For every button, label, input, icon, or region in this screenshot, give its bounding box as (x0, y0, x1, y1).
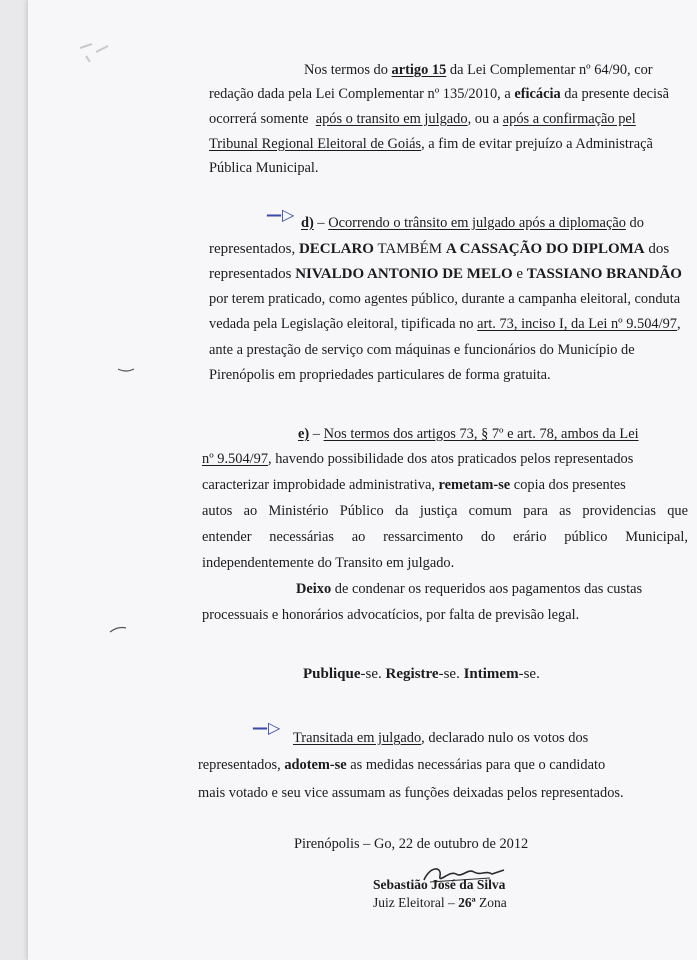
text-line: independentemente do Transito em julgado. (202, 555, 455, 571)
text-line: vedada pela Legislação eleitoral, tipificada no art. 73, inciso I, da Lei nº 9.504/97, (209, 316, 681, 332)
signer-name: Sebastião José da Silva (373, 877, 506, 892)
text-line: representados, adotem-se as medidas necessárias para que o candidato (198, 757, 606, 773)
text-line: ocorrerá somente após o transito em julgado, ou a após a confirmação pel (209, 111, 636, 127)
signer-role: Juiz Eleitoral – 26ª Zona (373, 895, 507, 910)
text-line: representados NIVALDO ANTONIO DE MELO e TASSIANO BRANDÃO (209, 266, 682, 282)
ink-arrow-icon: —▷ (266, 205, 295, 224)
text-line: e) – Nos termos dos artigos 73, § 7º e art. 78, ambos da Lei (298, 426, 639, 442)
text-line: Tribunal Regional Eleitoral de Goiás, a fim de evitar prejuízo a Administraçã (209, 136, 653, 152)
document-page (28, 0, 697, 960)
text-line: entender necessárias ao ressarcimento do erário público Municipal, (202, 529, 688, 545)
text-line: mais votado e seu vice assumam as funções deixadas pelos representados. (198, 785, 624, 801)
text-line: processuais e honorários advocatícios, por falta de previsão legal. (202, 607, 580, 623)
publication-line: Publique-se. Registre-se. Intimem-se. (303, 666, 540, 682)
scan-mark (108, 624, 130, 636)
text-line: por terem praticado, como agentes público, durante a campanha eleitoral, conduta (209, 291, 681, 307)
scan-mark (116, 365, 138, 375)
ink-arrow-icon: —▷ (252, 718, 281, 737)
text-line: Pública Municipal. (209, 160, 319, 176)
text-line: Deixo de condenar os requeridos aos pagamentos das custas (296, 581, 643, 597)
text-line: ante a prestação de serviço com máquinas e funcionários do Município de (209, 342, 635, 358)
text-line: Pirenópolis em propriedades particulares de forma gratuita. (209, 367, 551, 383)
scan-smudge (78, 38, 138, 68)
text-line: Transitada em julgado, declarado nulo os votos dos (293, 730, 589, 746)
place-date: Pirenópolis – Go, 22 de outubro de 2012 (294, 836, 529, 852)
text-line: Nos termos do artigo 15 da Lei Complementar nº 64/90, cor (304, 62, 653, 78)
text-line: redação dada pela Lei Complementar nº 135/2010, a eficácia da presente decisã (209, 86, 669, 102)
text-line: caracterizar improbidade administrativa, remetam-se copia dos presentes (202, 477, 626, 493)
text-line: nº 9.504/97, havendo possibilidade dos atos praticados pelos representados (202, 451, 634, 467)
text-line: autos ao Ministério Público da justiça comum para as providencias que (202, 503, 688, 519)
text-line: d) – Ocorrendo o trânsito em julgado após a diplomação do (301, 215, 644, 231)
text-line: representados, DECLARO TAMBÉM A CASSAÇÃO DO DIPLOMA dos (209, 241, 670, 257)
